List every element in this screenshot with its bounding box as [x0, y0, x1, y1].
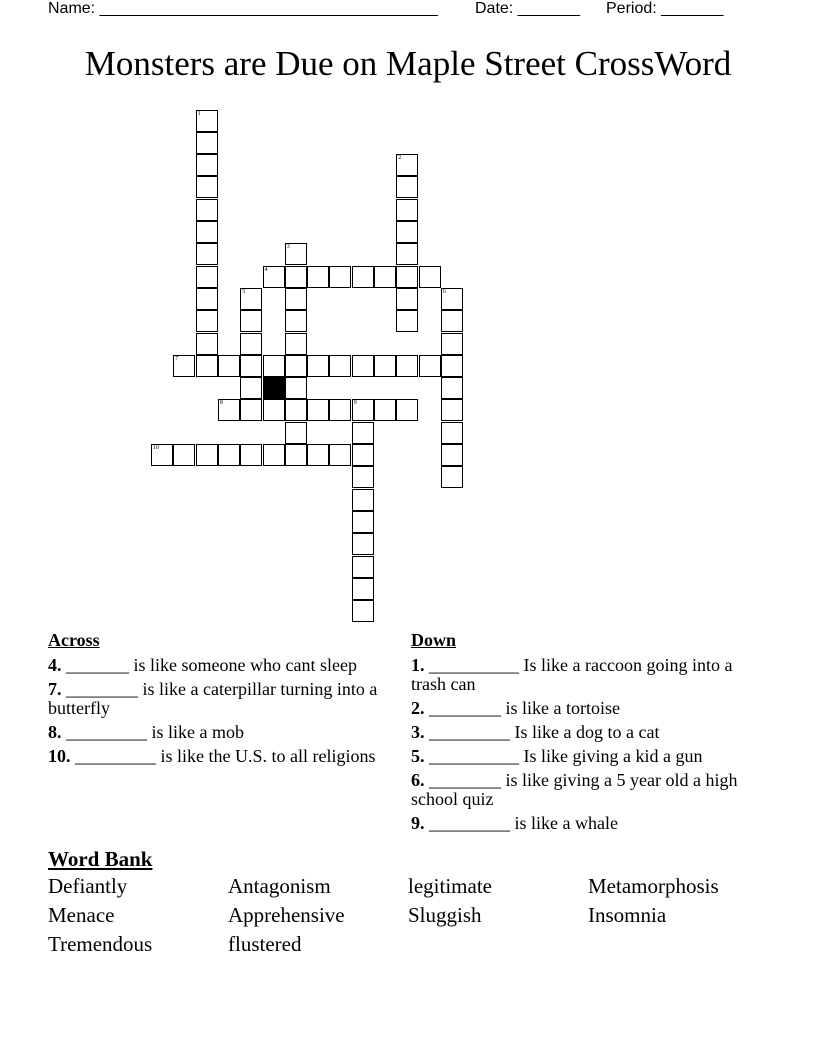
- grid-cell[interactable]: [441, 310, 463, 332]
- grid-cell[interactable]: [263, 444, 285, 466]
- grid-cell[interactable]: [441, 377, 463, 399]
- clue-item: [411, 723, 751, 742]
- clue-text: _________ is like the U.S. to all religions: [70, 746, 376, 766]
- clue-item: [48, 723, 378, 742]
- clue-number-label: 2.: [411, 698, 425, 718]
- grid-cell[interactable]: [352, 422, 374, 444]
- date-field[interactable]: Date: _______: [475, 0, 580, 17]
- period-field[interactable]: Period: _______: [606, 0, 724, 17]
- grid-cell[interactable]: [285, 377, 307, 399]
- grid-cell[interactable]: [441, 444, 463, 466]
- grid-cell[interactable]: [285, 422, 307, 444]
- grid-cell[interactable]: [352, 556, 374, 578]
- grid-cell[interactable]: [240, 377, 262, 399]
- down-clues: [411, 631, 751, 838]
- grid-cell[interactable]: [285, 355, 307, 377]
- grid-cell[interactable]: [196, 199, 218, 221]
- word-bank-title: Word Bank: [48, 847, 153, 871]
- clue-number: 8: [219, 400, 223, 407]
- grid-cell[interactable]: [352, 533, 374, 555]
- grid-cell[interactable]: [307, 355, 329, 377]
- grid-cell[interactable]: [196, 176, 218, 198]
- grid-cell[interactable]: [396, 176, 418, 198]
- grid-cell[interactable]: [352, 355, 374, 377]
- grid-cell[interactable]: [196, 132, 218, 154]
- grid-cell[interactable]: [329, 399, 351, 421]
- clue-text: ________ is like giving a 5 year old a high school quiz: [411, 770, 738, 809]
- grid-cell[interactable]: [196, 355, 218, 377]
- black-square: [263, 377, 285, 399]
- grid-cell[interactable]: [196, 221, 218, 243]
- grid-cell[interactable]: [374, 355, 396, 377]
- grid-cell[interactable]: [173, 444, 195, 466]
- grid-cell[interactable]: [441, 422, 463, 444]
- grid-cell[interactable]: [441, 466, 463, 488]
- clue-item: [411, 699, 751, 718]
- clue-text: ________ is like a tortoise: [424, 698, 620, 718]
- word-bank-item: Apprehensive: [228, 903, 345, 927]
- word-bank-item: Metamorphosis: [588, 874, 719, 898]
- grid-cell[interactable]: [374, 266, 396, 288]
- word-bank-item: legitimate: [408, 874, 492, 898]
- grid-cell[interactable]: [285, 310, 307, 332]
- grid-cell[interactable]: [196, 310, 218, 332]
- word-bank-item: Sluggish: [408, 903, 482, 927]
- grid-cell[interactable]: [285, 333, 307, 355]
- clue-item: [411, 747, 751, 766]
- across-clues: [48, 631, 378, 771]
- grid-cell[interactable]: [196, 154, 218, 176]
- clue-item: [411, 656, 751, 694]
- clue-text: _________ Is like a dog to a cat: [424, 722, 660, 742]
- grid-cell[interactable]: [352, 600, 374, 622]
- grid-cell[interactable]: [285, 266, 307, 288]
- grid-cell[interactable]: [396, 399, 418, 421]
- grid-cell[interactable]: [307, 444, 329, 466]
- grid-cell[interactable]: [263, 399, 285, 421]
- clue-item: [411, 771, 751, 809]
- grid-cell[interactable]: [352, 578, 374, 600]
- grid-cell[interactable]: [307, 399, 329, 421]
- clue-number: 4: [264, 266, 268, 273]
- word-bank-item: flustered: [228, 932, 302, 956]
- clue-number: 10: [153, 445, 159, 451]
- grid-cell[interactable]: [352, 266, 374, 288]
- clue-number-label: 1.: [411, 655, 425, 675]
- grid-cell[interactable]: [240, 444, 262, 466]
- grid-cell[interactable]: [196, 266, 218, 288]
- clue-number-label: 6.: [411, 770, 425, 790]
- grid-cell[interactable]: [441, 399, 463, 421]
- grid-cell[interactable]: [329, 266, 351, 288]
- grid-cell[interactable]: [196, 288, 218, 310]
- grid-cell[interactable]: [352, 466, 374, 488]
- clue-number-label: 9.: [411, 813, 425, 833]
- grid-cell[interactable]: [307, 266, 329, 288]
- clue-text: _______ is like someone who cant sleep: [61, 655, 357, 675]
- grid-cell[interactable]: [285, 444, 307, 466]
- grid-cell[interactable]: [352, 511, 374, 533]
- page-title: Monsters are Due on Maple Street CrossWord: [84, 44, 732, 83]
- clue-item: [48, 680, 378, 718]
- clue-text: __________ Is like a raccoon going into a trash can: [411, 655, 733, 694]
- word-bank-item: Tremendous: [48, 932, 153, 956]
- grid-cell[interactable]: [396, 288, 418, 310]
- word-bank-item: Menace: [48, 903, 115, 927]
- grid-cell[interactable]: [396, 310, 418, 332]
- grid-cell[interactable]: [329, 444, 351, 466]
- grid-cell[interactable]: [396, 199, 418, 221]
- clue-text: _________ is like a mob: [61, 722, 244, 742]
- clue-text: __________ Is like giving a kid a gun: [424, 746, 703, 766]
- clue-number: 5: [242, 288, 246, 295]
- across-heading: Across: [48, 630, 100, 650]
- name-field[interactable]: Name: ______________________________________: [48, 0, 438, 17]
- clue-number-label: 4.: [48, 655, 62, 675]
- grid-cell[interactable]: [285, 399, 307, 421]
- grid-cell[interactable]: [240, 333, 262, 355]
- clue-item: [411, 814, 751, 833]
- clue-number: 9: [353, 400, 357, 407]
- grid-cell[interactable]: [240, 399, 262, 421]
- clue-item: [48, 747, 378, 766]
- grid-cell[interactable]: [263, 355, 285, 377]
- grid-cell[interactable]: [441, 355, 463, 377]
- grid-cell[interactable]: [441, 333, 463, 355]
- grid-cell[interactable]: [419, 266, 441, 288]
- clue-text: _________ is like a whale: [424, 813, 618, 833]
- word-bank-item: Defiantly: [48, 874, 128, 898]
- grid-cell[interactable]: [218, 355, 240, 377]
- grid-cell[interactable]: [196, 444, 218, 466]
- clue-number: 1: [197, 110, 201, 117]
- clue-number: 7: [175, 355, 179, 362]
- clue-number-label: 5.: [411, 746, 425, 766]
- word-bank-item: Insomnia: [588, 903, 667, 927]
- clue-number: 6: [442, 288, 446, 295]
- grid-cell[interactable]: [396, 243, 418, 265]
- word-bank: [48, 874, 788, 956]
- clue-number-label: 3.: [411, 722, 425, 742]
- grid-cell[interactable]: [329, 355, 351, 377]
- clue-item: [48, 656, 378, 675]
- grid-cell[interactable]: [240, 310, 262, 332]
- grid-cell[interactable]: [396, 221, 418, 243]
- grid-cell[interactable]: [396, 266, 418, 288]
- clue-number-label: 8.: [48, 722, 62, 742]
- grid-cell[interactable]: [196, 243, 218, 265]
- grid-cell[interactable]: [419, 355, 441, 377]
- clue-number: 2: [398, 155, 402, 162]
- grid-cell[interactable]: [352, 489, 374, 511]
- grid-cell[interactable]: [352, 444, 374, 466]
- grid-cell[interactable]: [196, 333, 218, 355]
- down-heading: Down: [411, 630, 457, 650]
- clue-number-label: 10.: [48, 746, 71, 766]
- grid-cell[interactable]: [285, 288, 307, 310]
- word-bank-item: Antagonism: [228, 874, 331, 898]
- grid-cell[interactable]: [240, 355, 262, 377]
- clue-number-label: 7.: [48, 679, 62, 699]
- clue-number: 3: [286, 244, 290, 251]
- grid-cell[interactable]: [218, 444, 240, 466]
- clue-text: ________ is like a caterpillar turning into a butterfly: [48, 679, 378, 718]
- grid-cell[interactable]: [374, 399, 396, 421]
- grid-cell[interactable]: [396, 355, 418, 377]
